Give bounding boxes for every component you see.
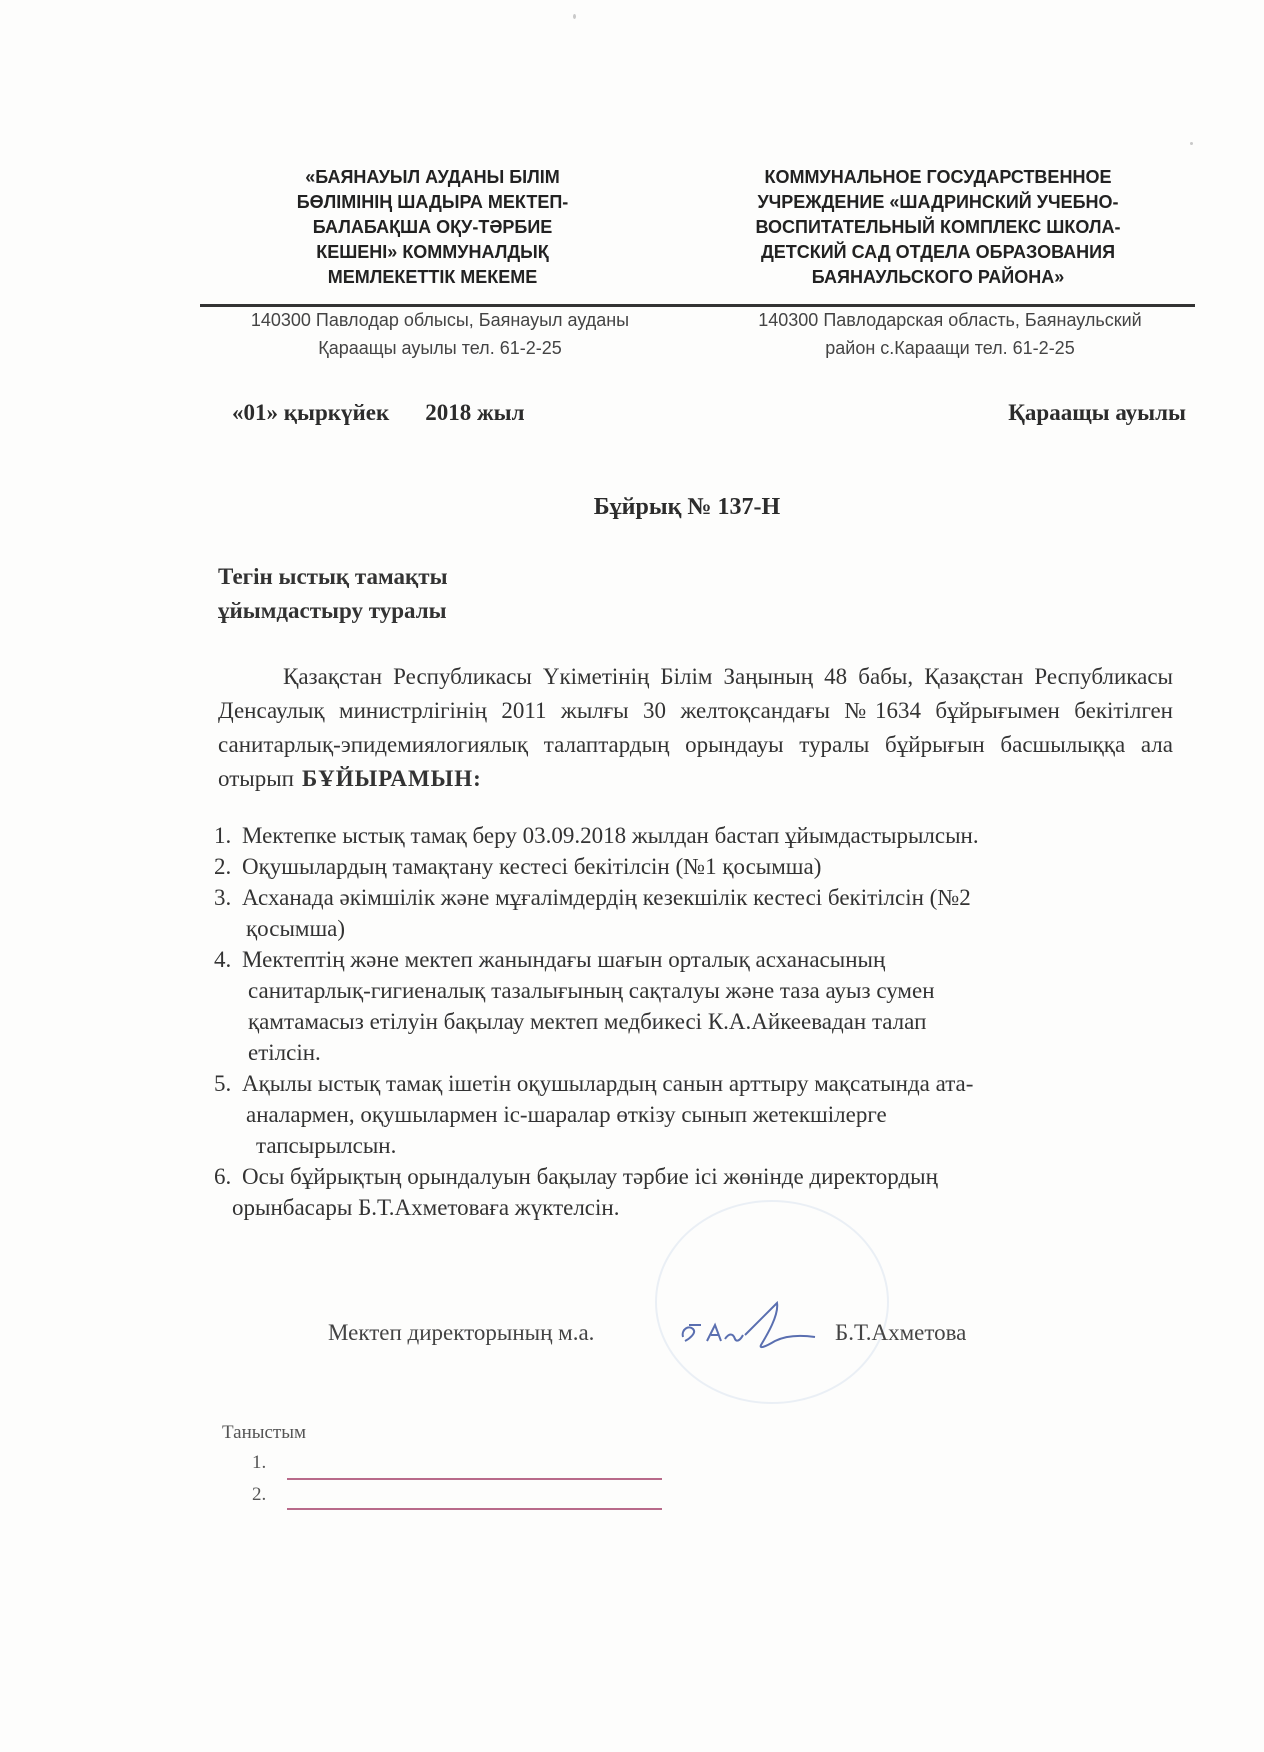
signatory-name: Б.Т.Ахметова — [835, 1320, 967, 1345]
letterhead-line: КОММУНАЛЬНОЕ ГОСУДАРСТВЕННОЕ — [764, 167, 1112, 187]
order-title: Бұйрық № 137-Н — [593, 494, 781, 520]
item-line: аналармен, оқушылармен іс-шаралар өткізу сынып жетекшілерге — [246, 1102, 887, 1127]
item-line: қосымша) — [246, 916, 346, 941]
letterhead-line: МЕМЛЕКЕТТІК МЕКЕМЕ — [327, 267, 538, 287]
list-item — [210, 1161, 1180, 1223]
letterhead-line: БӨЛІМІНІҢ ШАДЫРА МЕКТЕП- — [296, 192, 569, 212]
signature-position: Мектеп директорының м.а. — [328, 1320, 595, 1345]
list-item — [210, 1068, 1180, 1161]
item-line: Оқушылардың тамақтану кестесі бекітілсін (№1 қосымша) — [242, 854, 822, 879]
list-item — [210, 882, 1180, 944]
acquainted-row-number: 1. — [252, 1452, 267, 1473]
item-line: Мектепке ыстық тамақ беру 03.09.2018 жылдан бастап ұйымдастырылсын. — [242, 823, 979, 848]
address-line: район с.Караащи тел. 61-2-25 — [825, 338, 1075, 358]
item-number: 6. — [214, 1164, 232, 1189]
handwritten-signature — [675, 1295, 825, 1365]
list-item — [210, 820, 1180, 851]
year-text: 2018 жыл — [425, 400, 525, 425]
letterhead-kazakh — [255, 165, 610, 290]
letterhead-line: ДЕТСКИЙ САД ОТДЕЛА ОБРАЗОВАНИЯ — [760, 242, 1116, 262]
preamble-text: Қазақстан Республикасы Үкіметінің Білім Заңының 48 бабы, Қазақстан Республикасы Денсаулық министрлігінің 2011 жылғы 30 желтоқсандағы №1634 бұйрығымен бекітілген санитарлық-эпидемиялогиялық талаптардың орындауы туралы бұйрығын басшылыққа ала отырып — [218, 664, 1173, 791]
item-number: 4. — [214, 947, 232, 972]
address-line: 140300 Павлодарская область, Баянаульский — [758, 310, 1142, 330]
letterhead-line: КЕШЕНІ» КОММУНАЛДЫҚ — [316, 242, 549, 262]
letterhead-line: «БАЯНАУЫЛ АУДАНЫ БІЛІМ — [305, 167, 560, 187]
order-date — [232, 400, 525, 426]
scan-speck — [573, 14, 576, 19]
order-subject — [218, 560, 448, 628]
item-number: 5. — [214, 1071, 232, 1096]
item-line: қамтамасыз етілуін бақылау мектеп медбикесі К.А.Айкеевадан талап — [248, 1009, 927, 1034]
item-line: санитарлық-гигиеналық тазалығының сақталуы және таза ауыз сумен — [248, 978, 935, 1003]
acquainted-line — [287, 1508, 662, 1510]
date-text: «01» қыркүйек — [232, 400, 390, 425]
letterhead-line: УЧРЕЖДЕНИЕ «ШАДРИНСКИЙ УЧЕБНО- — [757, 192, 1119, 212]
letterhead-line: ВОСПИТАТЕЛЬНЫЙ КОМПЛЕКС ШКОЛА- — [755, 217, 1121, 237]
item-number: 3. — [214, 885, 232, 910]
letterhead-line: БАЛАБАҚША ОҚУ-ТӘРБИЕ — [312, 217, 553, 237]
order-place: Қараащы ауылы — [1008, 400, 1186, 425]
address-line: 140300 Павлодар облысы, Баянауыл ауданы — [250, 310, 630, 330]
preamble-keyword: БҰЙЫРАМЫН: — [301, 766, 482, 791]
item-line: Мектептің және мектеп жанындағы шағын орталық асханасының — [242, 947, 886, 972]
item-line: Осы бұйрықтың орындалуын бақылау тәрбие ісі жөнінде директордың — [242, 1164, 938, 1189]
scan-speck — [1190, 142, 1193, 145]
acquainted-line — [287, 1478, 662, 1480]
subject-line: Тегін ыстық тамақты — [218, 564, 448, 589]
item-line: Асханада әкімшілік және мұғалімдердің кезекшілік кестесі бекітілсін (№2 — [242, 885, 971, 910]
acquainted-label: Таныстым — [222, 1422, 307, 1443]
address-line: Қараащы ауылы тел. 61-2-25 — [318, 338, 562, 358]
list-item — [210, 851, 1180, 882]
letterhead-line: БАЯНАУЛЬСКОГО РАЙОНА» — [811, 267, 1065, 287]
order-items — [210, 820, 1180, 1223]
letterhead-russian — [728, 165, 1148, 290]
item-line: тапсырылсын. — [256, 1133, 397, 1158]
list-item — [210, 944, 1180, 1068]
item-line: Ақылы ыстық тамақ ішетін оқушылардың санын арттыру мақсатында ата- — [242, 1071, 974, 1096]
order-preamble — [218, 660, 1173, 796]
acquainted-row-number: 2. — [252, 1484, 267, 1505]
item-line: орынбасары Б.Т.Ахметоваға жүктелсін. — [232, 1195, 620, 1220]
item-number: 2. — [214, 854, 232, 879]
item-line: етілсін. — [248, 1040, 321, 1065]
address-kazakh — [210, 306, 670, 362]
item-number: 1. — [214, 823, 232, 848]
address-russian — [720, 306, 1180, 362]
subject-line: ұйымдастыру туралы — [218, 598, 447, 623]
